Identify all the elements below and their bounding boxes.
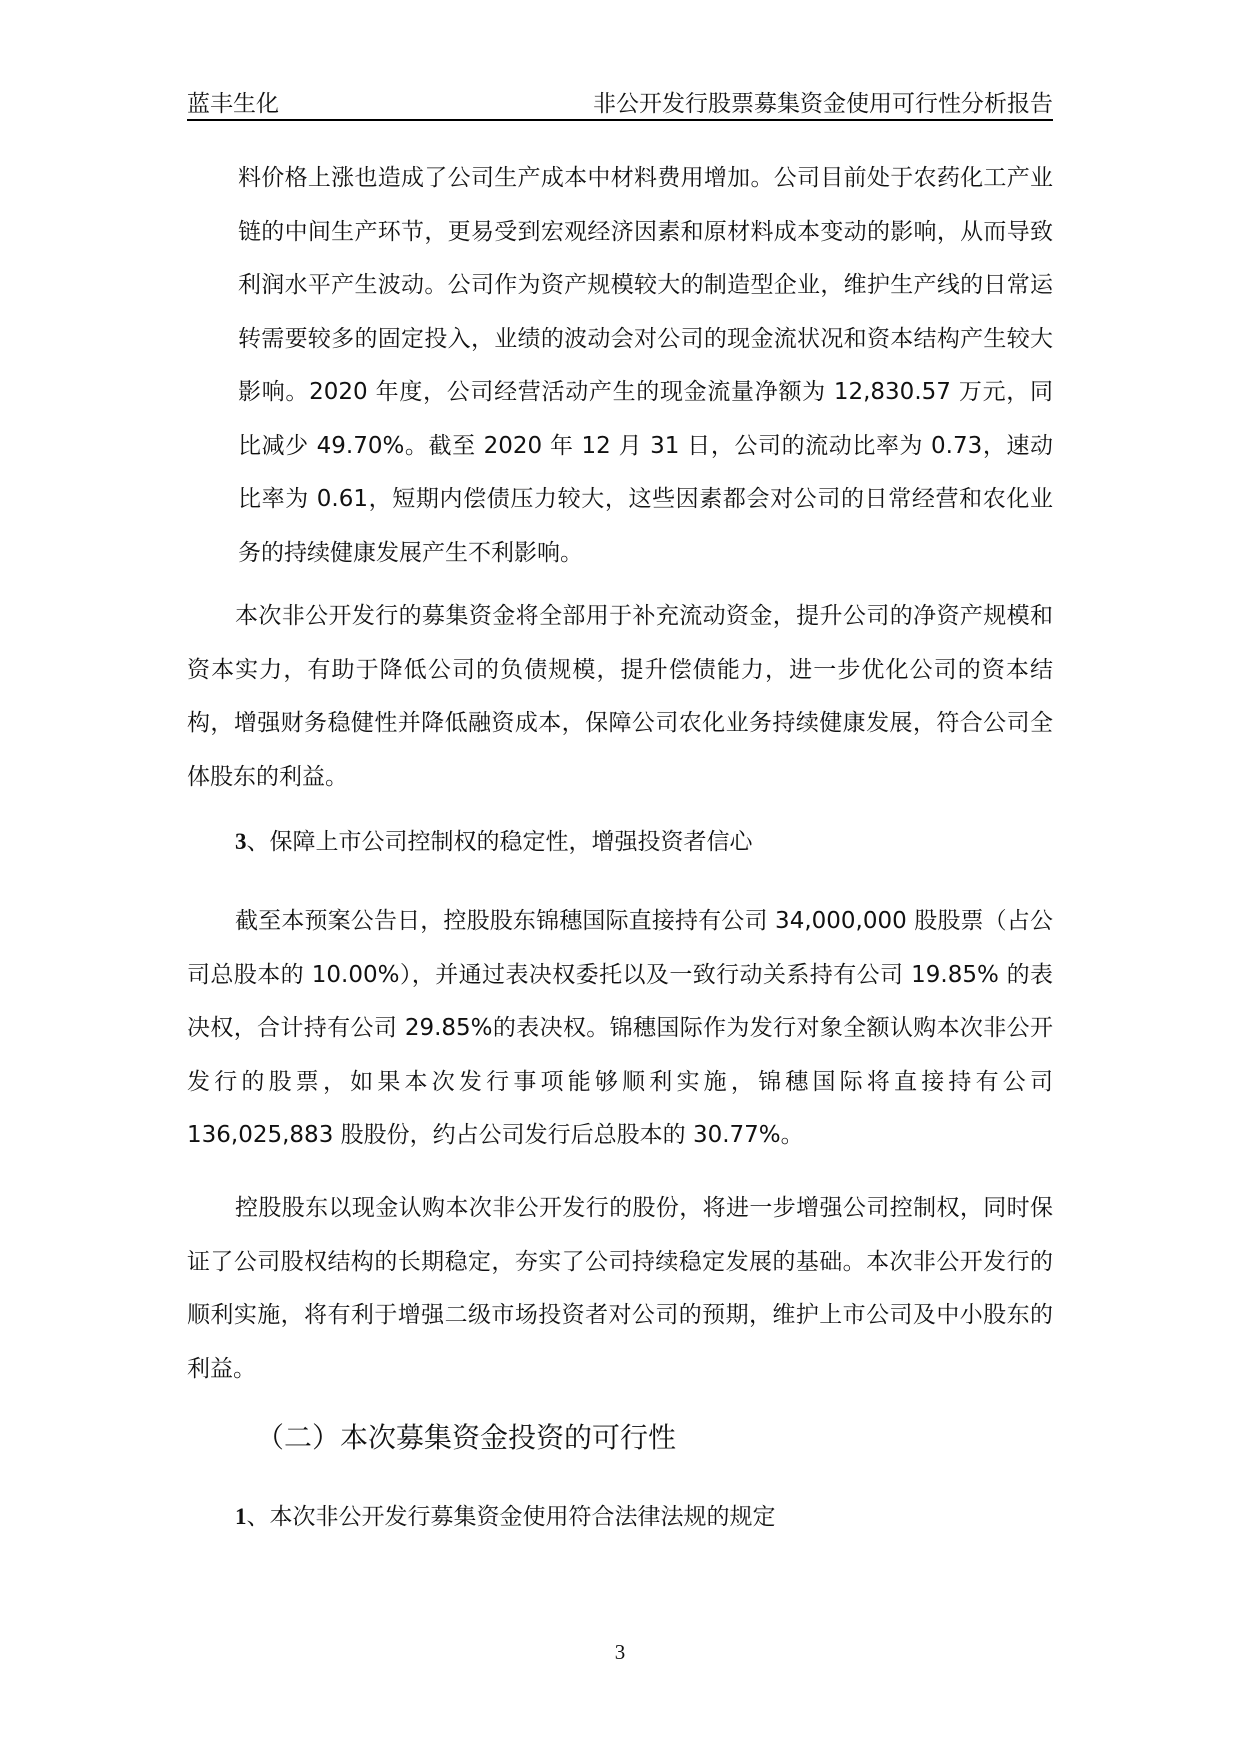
header-report-title: 非公开发行股票募集资金使用可行性分析报告	[593, 91, 1053, 117]
subheading-text: 、保障上市公司控制权的稳定性，增强投资者信心	[246, 829, 753, 855]
section-heading-feasibility: （二）本次募集资金投资的可行性	[256, 1421, 677, 1454]
paragraph-shareholding: 截至本预案公告日，控股股东锦穗国际直接持有公司 34,000,000 股股票（占公司总股本的 10.00%），并通过表决权委托以及一致行动关系持有公司 19.85% 的表决权，合计持有公司 29.85%的表决权。锦穗国际作为发行对象全额认购本次非公开发行的股票，如果本次发行事项能够顺利实施，锦穗国际将直接持有公司 136,025,883 股股份，约占公司发行后总股本的 30.77%。	[187, 908, 1053, 1148]
page-header	[187, 72, 1053, 118]
header-company-name: 蓝丰生化	[187, 91, 279, 117]
paragraph-cashflow-impact: 料价格上涨也造成了公司生产成本中材料费用增加。公司目前处于农药化工产业链的中间生产环节，更易受到宏观经济因素和原材料成本变动的影响，从而导致利润水平产生波动。公司作为资产规模较大的制造型企业，维护生产线的日常运转需要较多的固定投入，业绩的波动会对公司的现金流状况和资本结构产生较大影响。2020 年度，公司经营活动产生的现金流量净额为 12,830.57 万元，同比减少 49.70%。截至 2020 年 12 月 31 日，公司的流动比率为 0.73，速动比率为 0.61，短期内偿债压力较大，这些因素都会对公司的日常经营和农化业务的持续健康发展产生不利影响。	[238, 165, 1053, 566]
subheading-text: 、本次非公开发行募集资金使用符合法律法规的规定	[246, 1504, 776, 1530]
paragraph-control-reinforcement: 控股股东以现金认购本次非公开发行的股份，将进一步增强公司控制权，同时保证了公司股权结构的长期稳定，夯实了公司持续稳定发展的基础。本次非公开发行的顺利实施，将有利于增强二级市场投资者对公司的预期，维护上市公司及中小股东的利益。	[187, 1195, 1053, 1382]
page-number: 3	[614, 1640, 626, 1664]
header-divider	[187, 119, 1053, 121]
paragraph-fund-usage: 本次非公开发行的募集资金将全部用于补充流动资金，提升公司的净资产规模和资本实力，有助于降低公司的负债规模，提升偿债能力，进一步优化公司的资本结构，增强财务稳健性并降低融资成本，保障公司农化业务持续健康发展，符合公司全体股东的利益。	[187, 603, 1053, 790]
subheading-legal-compliance	[187, 1490, 1053, 1545]
subheading-number: 3	[235, 829, 247, 854]
subheading-number: 1	[235, 1504, 247, 1529]
subheading-control-stability	[187, 815, 1053, 870]
